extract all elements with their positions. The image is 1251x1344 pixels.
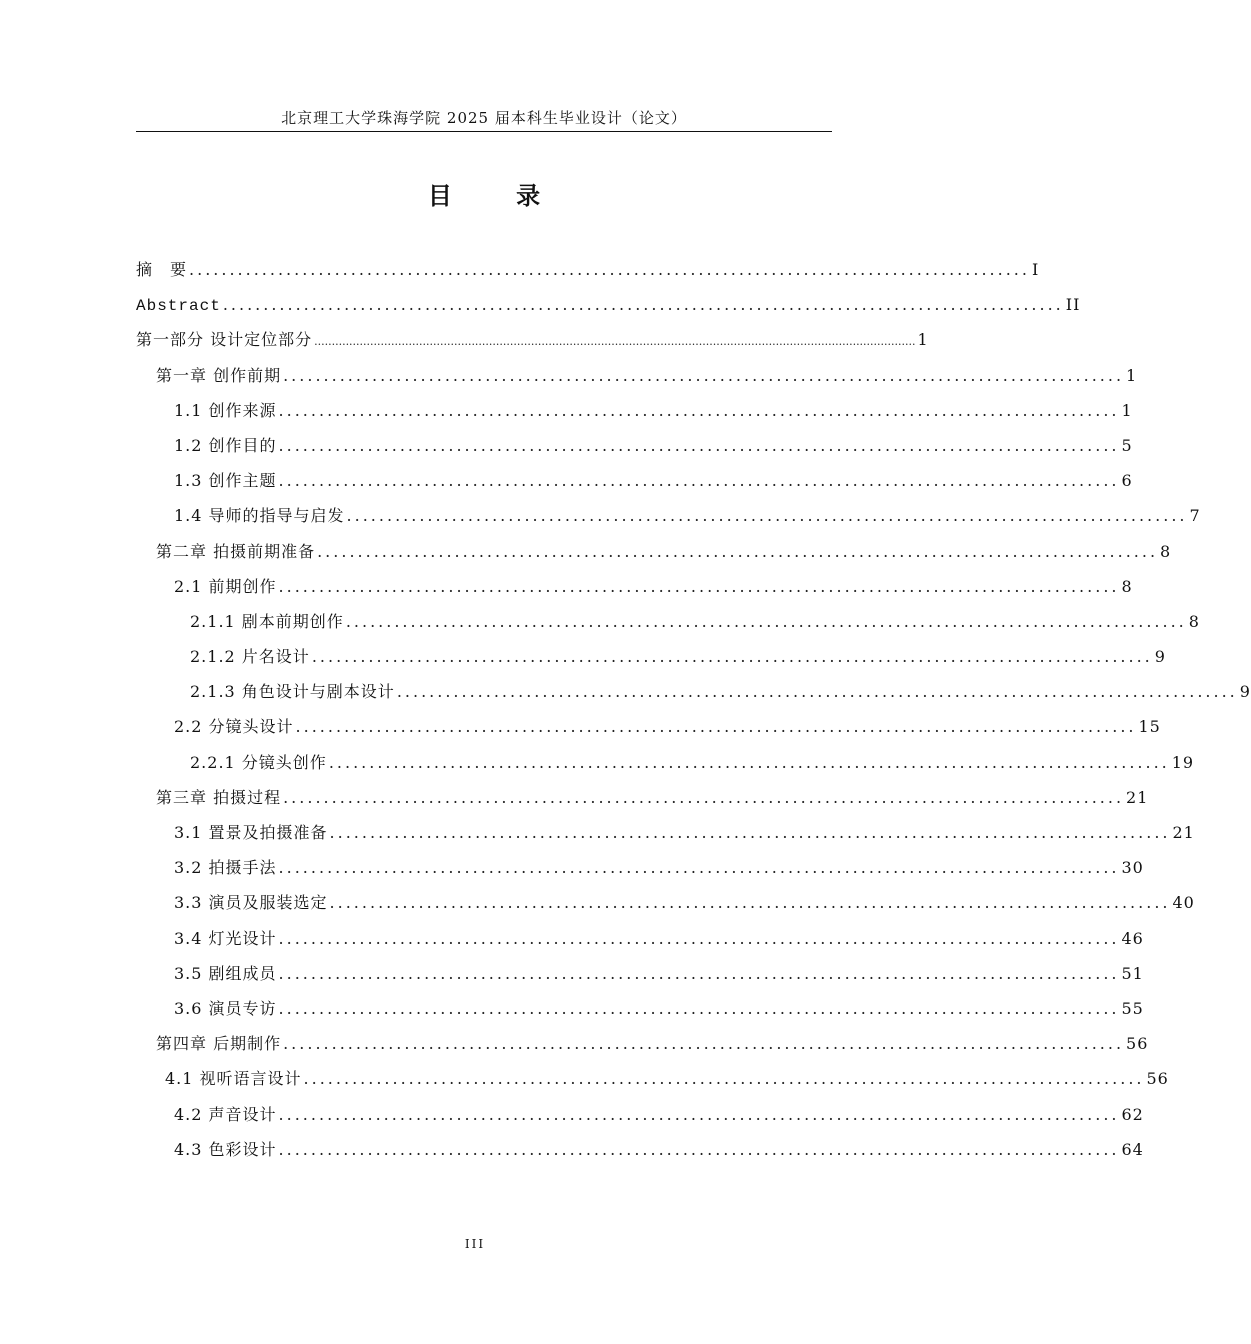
toc-entry-label: 第三章 拍摄过程: [156, 787, 282, 807]
dot-leader: ........................................................................................................: [317, 541, 1159, 561]
toc-entry-4-3[interactable]: [136, 1132, 1144, 1167]
toc-entry-label: 2.1 前期创作: [174, 576, 277, 596]
dot-leader: ........................................................................................................: [329, 823, 1171, 842]
dot-leader: ........................................................................................................: [328, 752, 1170, 772]
toc-entry-1-3[interactable]: [136, 463, 1133, 498]
toc-entry-3-3[interactable]: [136, 885, 1195, 920]
toc-entry-page: 8: [1188, 611, 1200, 631]
dot-leader: ........................................................................................................: [329, 893, 1171, 913]
toc-entry-3-2[interactable]: [136, 850, 1144, 885]
running-header: 北京理工大学珠海学院 2025 届本科生毕业设计（论文）: [281, 109, 687, 127]
toc-entry-label: 3.5 剧组成员: [174, 963, 277, 983]
toc-entry-page: 8: [1160, 541, 1172, 561]
toc-entry-label: 第二章 拍摄前期准备: [156, 541, 316, 561]
toc-entry-abstract-en[interactable]: [136, 287, 1081, 322]
toc-entry-page: 64: [1121, 1139, 1144, 1159]
toc-entry-4-1[interactable]: [136, 1061, 1169, 1096]
dot-leader: ........................................................................................................: [345, 611, 1187, 631]
dot-leader: ........................................................................................................: [278, 928, 1120, 948]
toc-entry-label: 3.2 拍摄手法: [174, 858, 277, 878]
toc-entry-page: 40: [1172, 893, 1195, 913]
dot-leader: ........................................................................................................: [278, 858, 1120, 878]
toc-entry-page: 9: [1154, 647, 1166, 667]
dot-leader: ........................................................................................................: [311, 647, 1153, 667]
dot-leader: ........................................................................................................: [283, 365, 1125, 385]
dot-leader: ........................................................................................................: [295, 717, 1137, 737]
dot-leader: ........................................................................................................: [189, 260, 1030, 279]
toc-entry-part-1[interactable]: [136, 322, 929, 357]
toc-entry-label: 第四章 后期制作: [156, 1034, 282, 1054]
toc-entry-page: 6: [1121, 471, 1133, 491]
dot-leader: ........................................................................................................: [346, 506, 1188, 526]
dot-leader: ........................................................................................................: [278, 435, 1120, 455]
toc-entry-4-2[interactable]: [136, 1097, 1144, 1132]
toc-entry-page: 62: [1121, 1104, 1144, 1124]
toc-entry-label: Abstract: [136, 297, 221, 316]
toc-entry-label: 3.4 灯光设计: [174, 928, 277, 948]
toc-entry-page: 7: [1189, 506, 1201, 526]
toc-entry-label: 2.2 分镜头设计: [174, 717, 294, 737]
dot-leader: ........................................................................................................: [278, 471, 1120, 491]
toc-entry-abstract-cn[interactable]: [136, 252, 1040, 287]
toc-entry-label: 2.1.1 剧本前期创作: [190, 611, 344, 631]
toc-entry-page: 9: [1239, 682, 1251, 702]
toc-entry-label: 4.1 视听语言设计: [165, 1069, 302, 1089]
toc-entry-page: 56: [1126, 1034, 1149, 1054]
toc-entry-page: 1: [1126, 365, 1138, 385]
dot-leader: ........................................................................................................: [278, 1139, 1120, 1159]
toc-entry-page: 46: [1121, 928, 1144, 948]
dot-leader: ........................................................................................................: [283, 787, 1125, 807]
toc-entry-label: 2.2.1 分镜头创作: [190, 752, 327, 772]
toc-entry-page: 1: [917, 330, 929, 350]
dot-leader: ........................................................................................................: [278, 1104, 1120, 1124]
toc-entry-label: 1.1 创作来源: [174, 400, 277, 420]
toc-entry-label: 3.6 演员专访: [174, 998, 277, 1018]
page-number: III: [464, 1237, 486, 1251]
toc-entry-label: 1.3 创作主题: [174, 471, 277, 491]
toc-entry-label: 3.3 演员及服装选定: [174, 893, 328, 913]
toc-entry-chapter-3[interactable]: [136, 780, 1149, 815]
toc-title: 目 录: [427, 181, 569, 210]
toc-entry-label: 4.3 色彩设计: [174, 1139, 277, 1159]
toc-entry-2-1[interactable]: [136, 569, 1133, 604]
header-rule: [136, 131, 832, 132]
dot-leader: ........................................................................................................: [222, 295, 1064, 315]
toc-entry-label: 3.1 置景及拍摄准备: [174, 823, 328, 842]
toc-entry-page: 30: [1121, 858, 1144, 878]
toc-entry-page: 51: [1121, 963, 1144, 983]
dot-leader: ............................................................................................................................................................................: [314, 335, 916, 349]
toc-entry-1-4[interactable]: [136, 498, 1201, 533]
toc-entry-label: 2.1.2 片名设计: [190, 647, 310, 667]
table-of-contents: [136, 252, 1251, 1167]
dot-leader: ........................................................................................................: [303, 1069, 1145, 1089]
toc-entry-page: 15: [1138, 717, 1161, 737]
toc-entry-3-1[interactable]: [136, 815, 1195, 850]
toc-entry-2-2[interactable]: [136, 709, 1161, 744]
dot-leader: ........................................................................................................: [278, 963, 1120, 983]
toc-entry-chapter-1[interactable]: [136, 358, 1138, 393]
toc-entry-3-5[interactable]: [136, 956, 1144, 991]
toc-entry-2-1-2[interactable]: [136, 639, 1166, 674]
toc-entry-label: 2.1.3 角色设计与剧本设计: [190, 682, 395, 702]
toc-entry-page: 1: [1121, 400, 1133, 420]
dot-leader: ........................................................................................................: [278, 576, 1120, 596]
toc-entry-2-1-3[interactable]: [136, 674, 1251, 709]
dot-leader: ........................................................................................................: [396, 682, 1238, 702]
toc-entry-chapter-4[interactable]: [136, 1026, 1149, 1061]
toc-entry-label: 1.2 创作目的: [174, 435, 277, 455]
toc-entry-3-6[interactable]: [136, 991, 1144, 1026]
toc-entry-page: 21: [1172, 823, 1195, 842]
toc-entry-label: 摘 要: [136, 260, 188, 279]
toc-entry-chapter-2[interactable]: [136, 534, 1172, 569]
toc-entry-label: 第一章 创作前期: [156, 365, 282, 385]
toc-entry-page: II: [1065, 295, 1081, 315]
toc-entry-page: 19: [1171, 752, 1195, 772]
toc-entry-label: 1.4 导师的指导与启发: [174, 506, 345, 526]
toc-entry-page: I: [1031, 260, 1040, 279]
toc-entry-label: 第一部分 设计定位部分: [136, 330, 313, 350]
toc-entry-1-2[interactable]: [136, 428, 1133, 463]
toc-entry-label: 4.2 声音设计: [174, 1104, 277, 1124]
toc-entry-2-2-1[interactable]: [136, 745, 1195, 780]
dot-leader: ........................................................................................................: [278, 400, 1120, 420]
toc-entry-1-1[interactable]: [136, 393, 1133, 428]
toc-entry-page: 21: [1126, 787, 1149, 807]
toc-entry-page: 56: [1146, 1069, 1169, 1089]
dot-leader: ........................................................................................................: [278, 998, 1120, 1018]
toc-entry-page: 8: [1121, 576, 1133, 596]
dot-leader: ........................................................................................................: [283, 1034, 1125, 1054]
toc-entry-2-1-1[interactable]: [136, 604, 1200, 639]
toc-entry-page: 5: [1121, 435, 1133, 455]
toc-entry-page: 55: [1121, 998, 1144, 1018]
toc-entry-3-4[interactable]: [136, 921, 1144, 956]
